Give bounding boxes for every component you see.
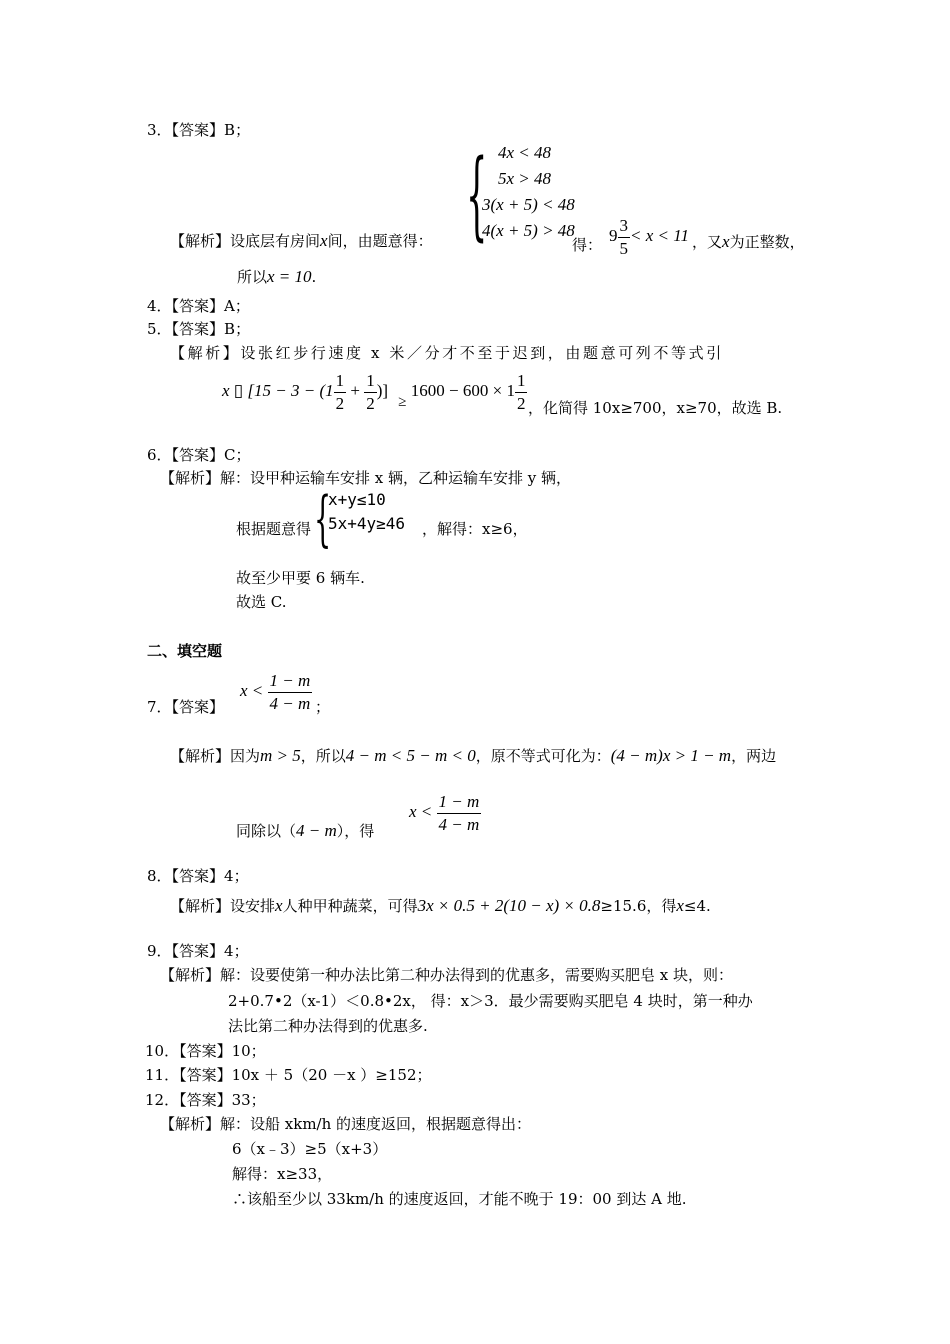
q7-so: ，所以 <box>300 747 346 765</box>
q7-divide-suffix: ），得 <box>336 822 375 840</box>
q8-tail1: ≥15.6，得 <box>600 897 677 915</box>
q7-res-den: 4 − m <box>438 814 480 834</box>
q9-line3: 法比第二种办法得到的优惠多. <box>228 1017 428 1035</box>
q3-answer: 3．【答案】B； <box>147 121 251 139</box>
q3-system-line: 4x < 48 <box>498 143 552 162</box>
q12-analysis: 【解析】解：设船 xkm/h 的速度返回，根据题意得出： <box>160 1115 532 1133</box>
q5-half3-den: 2 <box>516 393 526 413</box>
q3-analysis-prefix: 【解析】设底层有房间 <box>170 232 321 250</box>
q3-de: 得： <box>572 236 603 254</box>
q5-half2-num: 1 <box>364 370 377 393</box>
q8-var-x2: x <box>676 896 684 915</box>
q5-simplify: ，化简得 10x≥700，x≥70，故选 B. <box>528 399 783 417</box>
q8-mid: 人种甲种蔬菜，可得 <box>282 897 418 915</box>
q3-system-line: 5x > 48 <box>498 169 552 188</box>
q5-answer: 5．【答案】B； <box>147 320 251 338</box>
q7-transform: ，原不等式可化为： <box>475 747 611 765</box>
q7-result-expr <box>409 787 481 837</box>
q3-so: 所以 <box>237 268 268 286</box>
q3-range-int: 9 <box>609 226 618 245</box>
q8-expr: 3x × 0.5 + 2(10 − x) × 0.8 <box>417 896 601 915</box>
q7-ans-num: 1 − m <box>268 670 313 693</box>
q3-range-den: 5 <box>619 238 628 258</box>
q3-period: . <box>311 268 317 286</box>
q12-line4: ∴该船至少以 33km/h 的速度返回，才能不晚于 19：00 到达 A 地. <box>232 1190 687 1208</box>
q3-var-x: x <box>320 231 328 250</box>
q3-range-num: 3 <box>618 215 631 238</box>
q12-line3: 解得：x≥33， <box>232 1165 333 1183</box>
q5-close: )] <box>376 381 389 400</box>
q7-divide-prefix: 同除以（ <box>236 822 297 840</box>
q7-cond: m > 5 <box>260 746 301 765</box>
q7-ans-x: x < <box>240 681 264 700</box>
q5-half1-den: 2 <box>335 393 345 413</box>
q7-analysis <box>170 746 776 766</box>
q8-answer: 8．【答案】4； <box>147 867 249 885</box>
q6-choose: 故选 C. <box>236 593 287 611</box>
q11-answer: 11．【答案】10x ＋ 5（20 －x ）≥152； <box>145 1066 432 1084</box>
q7-ineq: (4 − m)x > 1 − m <box>610 746 732 765</box>
q7-chain: 4 − m < 5 − m < 0 <box>345 746 476 765</box>
q8-analysis-prefix: 【解析】设安排 <box>170 897 276 915</box>
q3-analysis-mid: 间，由题意得： <box>327 232 433 250</box>
q5-half3-num: 1 <box>515 370 528 393</box>
q7-res-num: 1 − m <box>437 791 482 814</box>
q3-analysis <box>170 231 433 251</box>
q7-divide-val: 4 − m <box>296 821 337 840</box>
system-brace-icon: { <box>314 484 332 554</box>
q6-system-line: 5x+4y≥46 <box>328 514 406 533</box>
q3-range <box>609 214 689 260</box>
q7-divide <box>236 821 374 841</box>
q5-plus: + <box>346 381 365 400</box>
q6-basis: 根据题意得 <box>236 520 312 538</box>
q9-answer: 9．【答案】4； <box>147 942 249 960</box>
q3-system-line: 3(x + 5) < 48 <box>482 195 575 214</box>
q7-semicolon: ； <box>315 698 331 716</box>
q5-expression <box>222 368 527 425</box>
q3-var-x2: x <box>722 232 730 251</box>
system-brace-icon: { <box>466 139 488 251</box>
q3-result: x = 10 <box>267 267 312 286</box>
q3-system <box>482 140 575 244</box>
q6-answer: 6．【答案】C； <box>147 446 251 464</box>
q5-half2-den: 2 <box>366 393 375 413</box>
q5-half1-num: 1 <box>334 370 347 393</box>
q12-answer: 12．【答案】33； <box>145 1091 266 1109</box>
q6-system <box>328 488 405 536</box>
q6-system-line: x+y≤10 <box>328 490 386 509</box>
q10-answer: 10．【答案】10； <box>145 1042 266 1060</box>
section-title: 二、填空题 <box>147 642 223 660</box>
q9-line2: 2+0.7•2（x-1）＜0.8•2x， 得：x＞3．最少需要购买肥皂 4 块时，第一种办 <box>228 992 753 1010</box>
q5-expr-right: 1600 − 600 × 1 <box>410 381 515 400</box>
q7-both: ，两边 <box>731 747 777 765</box>
q5-analysis: 【解析】设张红步行速度 x 米／分才不至于迟到，由题意可列不等式引 <box>170 344 724 362</box>
q5-geq: ≥ <box>398 394 407 410</box>
q3-system-line: 4(x + 5) > 48 <box>482 221 575 240</box>
q6-analysis: 【解析】解：设甲种运输车安排 x 辆，乙种运输车安排 y 辆， <box>160 469 572 487</box>
q5-expr-left: x ▯ [15 − 3 − (1 <box>222 381 334 400</box>
q6-solve: ，解得：x≥6， <box>422 520 528 538</box>
q9-analysis: 【解析】解：设要使第一种办法比第二种办法得到的优惠多，需要购买肥皂 x 块，则： <box>160 966 733 984</box>
q3-range-rest: < x < 11 <box>630 226 689 245</box>
q6-conclusion: 故至少甲要 6 辆车. <box>236 569 365 587</box>
q7-ans-den: 4 − m <box>269 693 311 713</box>
q7-analysis-prefix: 【解析】因为 <box>170 747 261 765</box>
q3-tail <box>692 232 805 252</box>
q3-also: ，又 <box>692 233 723 251</box>
q4-answer: 4．【答案】A； <box>147 297 250 315</box>
q8-tail2: ≤4. <box>683 897 711 915</box>
q3-positive: 为正整数， <box>729 233 805 251</box>
q7-res-x: x < <box>409 802 433 821</box>
q3-result-line <box>237 267 316 287</box>
q8-var-x: x <box>275 896 283 915</box>
q7-answer: 7．【答案】 <box>147 698 225 716</box>
q12-line2: 6（x﹣3）≥5（x+3） <box>232 1140 388 1158</box>
q8-analysis <box>170 896 711 916</box>
q7-answer-expr <box>240 666 312 716</box>
